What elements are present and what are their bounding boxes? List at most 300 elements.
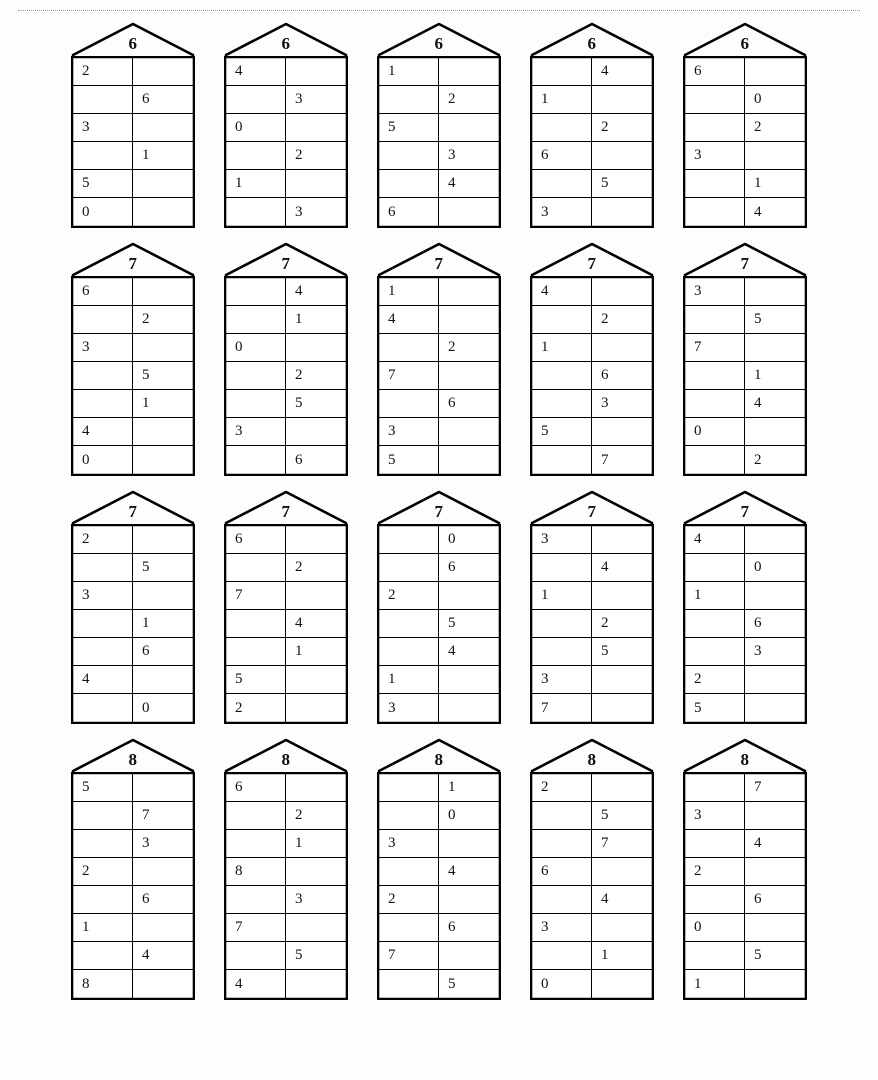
addend-right-cell[interactable]	[745, 694, 805, 722]
addend-left-cell[interactable]	[226, 610, 286, 637]
number-bond-row	[685, 390, 805, 418]
addend-left-cell[interactable]: 5	[532, 418, 592, 445]
addend-right-cell[interactable]	[133, 170, 193, 197]
addend-right-cell[interactable]: 4	[142, 947, 150, 963]
addend-right-cell[interactable]: 5	[142, 367, 150, 383]
addend-right-cell[interactable]: 7	[142, 807, 150, 823]
addend-right-cell[interactable]	[133, 970, 193, 998]
addend-right-cell[interactable]	[745, 802, 805, 829]
addend-left-cell[interactable]	[379, 858, 439, 885]
addend-left-cell[interactable]: 2	[532, 774, 592, 801]
addend-left-cell[interactable]	[226, 390, 286, 417]
addend-right-cell[interactable]: 4	[448, 863, 456, 879]
addend-right-cell[interactable]	[286, 774, 346, 801]
addend-right-cell[interactable]	[592, 418, 652, 445]
addend-right-cell[interactable]	[439, 830, 499, 857]
addend-right-cell[interactable]	[133, 526, 193, 553]
addend-left-cell[interactable]: 1	[379, 666, 439, 693]
addend-right-cell[interactable]: 1	[295, 643, 303, 659]
addend-left-cell[interactable]	[379, 802, 439, 829]
addend-right-cell[interactable]: 5	[754, 947, 762, 963]
addend-right-cell[interactable]: 3	[754, 643, 762, 659]
number-bond-row	[532, 858, 652, 886]
addend-left-cell[interactable]: 7	[226, 582, 286, 609]
addend-left-cell[interactable]: 2	[226, 694, 286, 722]
addend-right-cell[interactable]	[439, 114, 499, 141]
addend-right-cell[interactable]: 0	[754, 91, 762, 107]
addend-right-cell[interactable]	[286, 418, 346, 445]
addend-left-cell[interactable]	[532, 830, 592, 857]
addend-left-cell[interactable]: 0	[226, 334, 286, 361]
addend-right-cell[interactable]	[745, 858, 805, 885]
addend-right-cell[interactable]: 5	[754, 311, 762, 327]
addend-right-cell[interactable]	[286, 914, 346, 941]
addend-right-cell[interactable]: 5	[601, 807, 609, 823]
addend-right-cell[interactable]: 2	[601, 615, 609, 631]
addend-right-cell[interactable]: 5	[295, 947, 303, 963]
addend-left-cell[interactable]: 3	[73, 582, 133, 609]
addend-left-cell[interactable]: 8	[73, 970, 133, 998]
addend-left-cell[interactable]: 3	[685, 802, 745, 829]
number-house	[71, 738, 195, 1000]
addend-right-cell[interactable]	[592, 278, 652, 305]
addend-left-cell[interactable]	[73, 362, 133, 389]
addend-left-cell[interactable]: 1	[73, 914, 133, 941]
addend-left-cell[interactable]: 1	[532, 86, 592, 113]
addend-left-cell[interactable]	[532, 554, 592, 581]
addend-right-cell[interactable]: 0	[142, 699, 150, 716]
addend-left-cell[interactable]	[685, 86, 745, 113]
addend-right-cell[interactable]: 5	[142, 559, 150, 575]
addend-left-cell[interactable]	[379, 170, 439, 197]
addend-right-cell[interactable]: 6	[754, 891, 762, 907]
addend-right-cell[interactable]: 6	[754, 615, 762, 631]
addend-left-cell[interactable]: 5	[685, 694, 745, 722]
addend-left-cell[interactable]: 0	[73, 446, 133, 474]
addend-left-cell[interactable]	[532, 638, 592, 665]
addend-left-cell[interactable]	[685, 554, 745, 581]
addend-left-cell[interactable]: 4	[532, 278, 592, 305]
addend-left-cell[interactable]: 7	[379, 362, 439, 389]
addend-right-cell[interactable]: 4	[295, 615, 303, 631]
addend-left-cell[interactable]: 8	[226, 858, 286, 885]
addend-right-cell[interactable]	[592, 858, 652, 885]
addend-right-cell[interactable]	[133, 278, 193, 305]
addend-left-cell[interactable]	[226, 362, 286, 389]
addend-left-cell[interactable]	[685, 638, 745, 665]
addend-left-cell[interactable]	[685, 114, 745, 141]
addend-right-cell[interactable]: 5	[601, 643, 609, 659]
addend-left-cell[interactable]	[532, 114, 592, 141]
addend-left-cell[interactable]: 2	[379, 582, 439, 609]
addend-left-cell[interactable]: 2	[73, 858, 133, 885]
addend-right-cell[interactable]	[745, 418, 805, 445]
addend-left-cell[interactable]: 0	[532, 970, 592, 998]
addend-right-cell[interactable]: 5	[295, 395, 303, 411]
addend-left-cell[interactable]: 5	[226, 666, 286, 693]
addend-right-cell[interactable]: 2	[754, 119, 762, 135]
addend-left-cell[interactable]	[532, 802, 592, 829]
addend-right-cell[interactable]: 4	[295, 283, 303, 299]
addend-right-cell[interactable]: 2	[142, 311, 150, 327]
addend-left-cell[interactable]: 7	[532, 694, 592, 722]
addend-left-cell[interactable]	[226, 278, 286, 305]
addend-right-cell[interactable]: 1	[448, 779, 456, 795]
addend-left-cell[interactable]: 4	[226, 970, 286, 998]
addend-left-cell[interactable]	[379, 526, 439, 553]
addend-right-cell[interactable]	[286, 526, 346, 553]
addend-left-cell[interactable]	[685, 390, 745, 417]
addend-right-cell[interactable]	[439, 446, 499, 474]
addend-left-cell[interactable]	[379, 914, 439, 941]
addend-right-cell[interactable]: 2	[295, 559, 303, 575]
addend-left-cell[interactable]: 3	[379, 830, 439, 857]
addend-right-cell[interactable]: 2	[295, 807, 303, 823]
addend-left-cell[interactable]	[73, 390, 133, 417]
addend-right-cell[interactable]: 2	[754, 451, 762, 468]
addend-right-cell[interactable]: 3	[295, 203, 303, 220]
addend-right-cell[interactable]	[592, 914, 652, 941]
addend-right-cell[interactable]: 2	[448, 339, 456, 355]
addend-right-cell[interactable]	[133, 334, 193, 361]
addend-right-cell[interactable]	[439, 886, 499, 913]
addend-left-cell[interactable]	[532, 942, 592, 969]
addend-right-cell[interactable]	[745, 526, 805, 553]
house-roof	[683, 490, 807, 524]
addend-left-cell[interactable]	[226, 554, 286, 581]
addend-right-cell[interactable]	[133, 58, 193, 85]
addend-left-cell[interactable]	[379, 774, 439, 801]
addend-left-cell[interactable]	[73, 610, 133, 637]
addend-right-cell[interactable]	[439, 582, 499, 609]
addend-right-cell[interactable]: 6	[448, 919, 456, 935]
addend-left-cell[interactable]: 5	[73, 774, 133, 801]
addend-right-cell[interactable]	[286, 114, 346, 141]
addend-left-cell[interactable]	[685, 198, 745, 226]
addend-left-cell[interactable]	[226, 306, 286, 333]
addend-right-cell[interactable]	[286, 58, 346, 85]
addend-right-cell[interactable]	[592, 86, 652, 113]
addend-left-cell[interactable]	[226, 142, 286, 169]
addend-right-cell[interactable]: 2	[601, 119, 609, 135]
addend-right-cell[interactable]: 4	[601, 559, 609, 575]
addend-left-cell[interactable]	[685, 170, 745, 197]
number-bond-row	[532, 58, 652, 86]
addend-left-cell[interactable]	[532, 170, 592, 197]
addend-left-cell[interactable]	[379, 142, 439, 169]
addend-right-cell[interactable]	[133, 858, 193, 885]
addend-right-cell[interactable]	[745, 58, 805, 85]
addend-left-cell[interactable]: 6	[532, 142, 592, 169]
addend-left-cell[interactable]	[226, 802, 286, 829]
addend-left-cell[interactable]	[379, 554, 439, 581]
addend-left-cell[interactable]	[73, 886, 133, 913]
addend-right-cell[interactable]: 0	[448, 807, 456, 823]
addend-left-cell[interactable]: 3	[685, 142, 745, 169]
addend-left-cell[interactable]	[73, 830, 133, 857]
number-house	[377, 738, 501, 1000]
addend-right-cell[interactable]	[286, 334, 346, 361]
addend-left-cell[interactable]	[226, 198, 286, 226]
addend-right-cell[interactable]	[133, 666, 193, 693]
addend-left-cell[interactable]: 4	[226, 58, 286, 85]
addend-left-cell[interactable]	[532, 390, 592, 417]
addend-left-cell[interactable]	[379, 390, 439, 417]
addend-left-cell[interactable]	[532, 362, 592, 389]
addend-left-cell[interactable]	[73, 86, 133, 113]
addend-left-cell[interactable]: 3	[685, 278, 745, 305]
addend-right-cell[interactable]	[745, 970, 805, 998]
addend-left-cell[interactable]: 1	[379, 278, 439, 305]
addend-right-cell[interactable]	[439, 58, 499, 85]
addend-right-cell[interactable]: 1	[754, 175, 762, 191]
addend-right-cell[interactable]: 4	[448, 643, 456, 659]
addend-left-cell[interactable]	[379, 334, 439, 361]
addend-right-cell[interactable]	[439, 418, 499, 445]
addend-left-cell[interactable]	[532, 886, 592, 913]
addend-right-cell[interactable]	[133, 914, 193, 941]
addend-left-cell[interactable]	[685, 942, 745, 969]
addend-right-cell[interactable]	[133, 114, 193, 141]
addend-right-cell[interactable]: 6	[142, 643, 150, 659]
addend-right-cell[interactable]: 6	[448, 559, 456, 575]
number-bond-row	[685, 802, 805, 830]
addend-left-cell[interactable]: 6	[226, 526, 286, 553]
addend-left-cell[interactable]: 6	[73, 278, 133, 305]
addend-right-cell[interactable]	[745, 278, 805, 305]
addend-left-cell[interactable]: 5	[73, 170, 133, 197]
addend-left-cell[interactable]	[685, 362, 745, 389]
number-bond-row	[73, 666, 193, 694]
addend-right-cell[interactable]: 2	[601, 311, 609, 327]
addend-right-cell[interactable]	[745, 666, 805, 693]
addend-left-cell[interactable]: 4	[685, 526, 745, 553]
addend-right-cell[interactable]: 6	[601, 367, 609, 383]
addend-left-cell[interactable]	[685, 306, 745, 333]
number-bond-row	[532, 418, 652, 446]
addend-right-cell[interactable]: 3	[448, 147, 456, 163]
addend-right-cell[interactable]: 7	[601, 835, 609, 851]
addend-right-cell[interactable]	[286, 666, 346, 693]
addend-left-cell[interactable]	[379, 86, 439, 113]
addend-right-cell[interactable]: 1	[295, 311, 303, 327]
addend-right-cell[interactable]: 1	[142, 615, 150, 631]
addend-left-cell[interactable]	[379, 610, 439, 637]
addend-right-cell[interactable]: 1	[601, 947, 609, 963]
addend-right-cell[interactable]: 3	[295, 91, 303, 107]
addend-left-cell[interactable]: 2	[73, 526, 133, 553]
roof-total: 6	[281, 34, 291, 53]
addend-left-cell[interactable]	[379, 638, 439, 665]
addend-right-cell[interactable]: 3	[295, 891, 303, 907]
addend-right-cell[interactable]: 5	[601, 175, 609, 191]
addend-right-cell[interactable]	[592, 198, 652, 226]
house-body	[683, 772, 807, 1000]
number-bond-row	[226, 666, 346, 694]
addend-left-cell[interactable]: 2	[685, 666, 745, 693]
addend-left-cell[interactable]: 5	[379, 114, 439, 141]
addend-right-cell[interactable]	[592, 526, 652, 553]
addend-left-cell[interactable]: 7	[379, 942, 439, 969]
addend-right-cell[interactable]: 6	[142, 891, 150, 907]
addend-left-cell[interactable]: 6	[532, 858, 592, 885]
addend-left-cell[interactable]: 6	[379, 198, 439, 226]
addend-left-cell[interactable]: 0	[226, 114, 286, 141]
addend-left-cell[interactable]: 4	[73, 418, 133, 445]
addend-right-cell[interactable]: 1	[142, 395, 150, 411]
addend-right-cell[interactable]	[592, 666, 652, 693]
addend-right-cell[interactable]: 2	[448, 91, 456, 107]
addend-right-cell[interactable]	[133, 774, 193, 801]
addend-left-cell[interactable]	[73, 942, 133, 969]
addend-left-cell[interactable]	[685, 886, 745, 913]
addend-right-cell[interactable]	[133, 582, 193, 609]
addend-right-cell[interactable]: 6	[448, 395, 456, 411]
addend-right-cell[interactable]	[439, 278, 499, 305]
addend-left-cell[interactable]	[532, 610, 592, 637]
number-bond-row	[532, 390, 652, 418]
addend-right-cell[interactable]	[439, 666, 499, 693]
addend-left-cell[interactable]: 4	[73, 666, 133, 693]
addend-right-cell[interactable]: 0	[448, 531, 456, 547]
addend-left-cell[interactable]	[226, 886, 286, 913]
addend-right-cell[interactable]: 1	[142, 147, 150, 163]
number-house	[71, 242, 195, 476]
addend-left-cell[interactable]	[73, 142, 133, 169]
addend-right-cell[interactable]	[745, 334, 805, 361]
addend-right-cell[interactable]: 6	[295, 451, 303, 468]
addend-right-cell[interactable]	[439, 198, 499, 226]
addend-right-cell[interactable]: 1	[295, 835, 303, 851]
house-roof	[377, 22, 501, 56]
addend-left-cell[interactable]	[532, 58, 592, 85]
addend-right-cell[interactable]: 7	[754, 779, 762, 795]
addend-left-cell[interactable]: 3	[379, 418, 439, 445]
number-bond-row	[226, 86, 346, 114]
addend-left-cell[interactable]	[685, 610, 745, 637]
addend-right-cell[interactable]: 0	[754, 559, 762, 575]
addend-right-cell[interactable]	[286, 970, 346, 998]
addend-left-cell[interactable]: 2	[73, 58, 133, 85]
house-body	[530, 772, 654, 1000]
addend-left-cell[interactable]: 1	[532, 582, 592, 609]
addend-left-cell[interactable]	[532, 446, 592, 474]
addend-left-cell[interactable]	[685, 830, 745, 857]
number-bond-row	[226, 694, 346, 722]
addend-left-cell[interactable]	[73, 554, 133, 581]
addend-left-cell[interactable]: 0	[685, 914, 745, 941]
addend-right-cell[interactable]: 4	[601, 63, 609, 79]
addend-right-cell[interactable]	[439, 306, 499, 333]
addend-right-cell[interactable]: 2	[295, 147, 303, 163]
addend-left-cell[interactable]: 6	[685, 58, 745, 85]
addend-left-cell[interactable]: 3	[532, 198, 592, 226]
addend-right-cell[interactable]: 1	[754, 367, 762, 383]
addend-left-cell[interactable]: 7	[685, 334, 745, 361]
addend-right-cell[interactable]: 6	[142, 91, 150, 107]
addend-right-cell[interactable]	[286, 170, 346, 197]
addend-right-cell[interactable]	[592, 582, 652, 609]
addend-right-cell[interactable]	[439, 942, 499, 969]
addend-left-cell[interactable]: 0	[685, 418, 745, 445]
addend-left-cell[interactable]	[379, 970, 439, 998]
addend-left-cell[interactable]: 2	[685, 858, 745, 885]
addend-left-cell[interactable]: 3	[532, 914, 592, 941]
addend-left-cell[interactable]: 3	[532, 526, 592, 553]
addend-right-cell[interactable]	[133, 418, 193, 445]
addend-left-cell[interactable]: 3	[73, 114, 133, 141]
addend-left-cell[interactable]	[73, 694, 133, 722]
addend-right-cell[interactable]	[133, 446, 193, 474]
addend-left-cell[interactable]	[685, 446, 745, 474]
addend-right-cell[interactable]	[133, 198, 193, 226]
addend-right-cell[interactable]	[592, 774, 652, 801]
addend-right-cell[interactable]	[592, 142, 652, 169]
addend-right-cell[interactable]	[592, 970, 652, 998]
addend-left-cell[interactable]: 7	[226, 914, 286, 941]
addend-left-cell[interactable]	[226, 86, 286, 113]
addend-left-cell[interactable]	[226, 830, 286, 857]
addend-left-cell[interactable]	[532, 306, 592, 333]
addend-right-cell[interactable]	[286, 858, 346, 885]
addend-left-cell[interactable]: 1	[379, 58, 439, 85]
addend-left-cell[interactable]	[73, 306, 133, 333]
addend-left-cell[interactable]: 3	[226, 418, 286, 445]
addend-right-cell[interactable]	[745, 914, 805, 941]
addend-left-cell[interactable]	[226, 446, 286, 474]
addend-left-cell[interactable]	[685, 774, 745, 801]
addend-left-cell[interactable]: 6	[226, 774, 286, 801]
addend-right-cell[interactable]: 3	[142, 835, 150, 851]
addend-right-cell[interactable]	[745, 142, 805, 169]
addend-right-cell[interactable]: 5	[448, 615, 456, 631]
addend-left-cell[interactable]	[73, 638, 133, 665]
addend-right-cell[interactable]: 5	[448, 975, 456, 992]
addend-left-cell[interactable]: 1	[532, 334, 592, 361]
addend-right-cell[interactable]	[286, 694, 346, 722]
addend-left-cell[interactable]	[226, 638, 286, 665]
addend-left-cell[interactable]	[226, 942, 286, 969]
addend-left-cell[interactable]: 1	[685, 582, 745, 609]
addend-right-cell[interactable]	[439, 694, 499, 722]
addend-right-cell[interactable]	[592, 694, 652, 722]
addend-right-cell[interactable]: 7	[601, 451, 609, 468]
addend-right-cell[interactable]	[592, 334, 652, 361]
addend-left-cell[interactable]: 5	[379, 446, 439, 474]
addend-right-cell[interactable]: 4	[754, 835, 762, 851]
addend-left-cell[interactable]: 3	[73, 334, 133, 361]
addend-left-cell[interactable]: 4	[379, 306, 439, 333]
addend-right-cell[interactable]: 2	[295, 367, 303, 383]
addend-right-cell[interactable]: 4	[448, 175, 456, 191]
addend-right-cell[interactable]: 4	[601, 891, 609, 907]
house-body	[530, 56, 654, 228]
addend-left-cell[interactable]	[73, 802, 133, 829]
addend-left-cell[interactable]: 2	[379, 886, 439, 913]
addend-left-cell[interactable]: 3	[379, 694, 439, 722]
addend-left-cell[interactable]: 1	[685, 970, 745, 998]
addend-right-cell[interactable]	[286, 582, 346, 609]
addend-right-cell[interactable]	[439, 362, 499, 389]
addend-right-cell[interactable]: 4	[754, 203, 762, 220]
addend-left-cell[interactable]: 3	[532, 666, 592, 693]
addend-right-cell[interactable]: 3	[601, 395, 609, 411]
addend-right-cell[interactable]	[745, 582, 805, 609]
number-bond-row	[685, 362, 805, 390]
addend-right-cell[interactable]: 4	[754, 395, 762, 411]
addend-left-cell[interactable]: 1	[226, 170, 286, 197]
addend-left-cell[interactable]: 0	[73, 198, 133, 226]
